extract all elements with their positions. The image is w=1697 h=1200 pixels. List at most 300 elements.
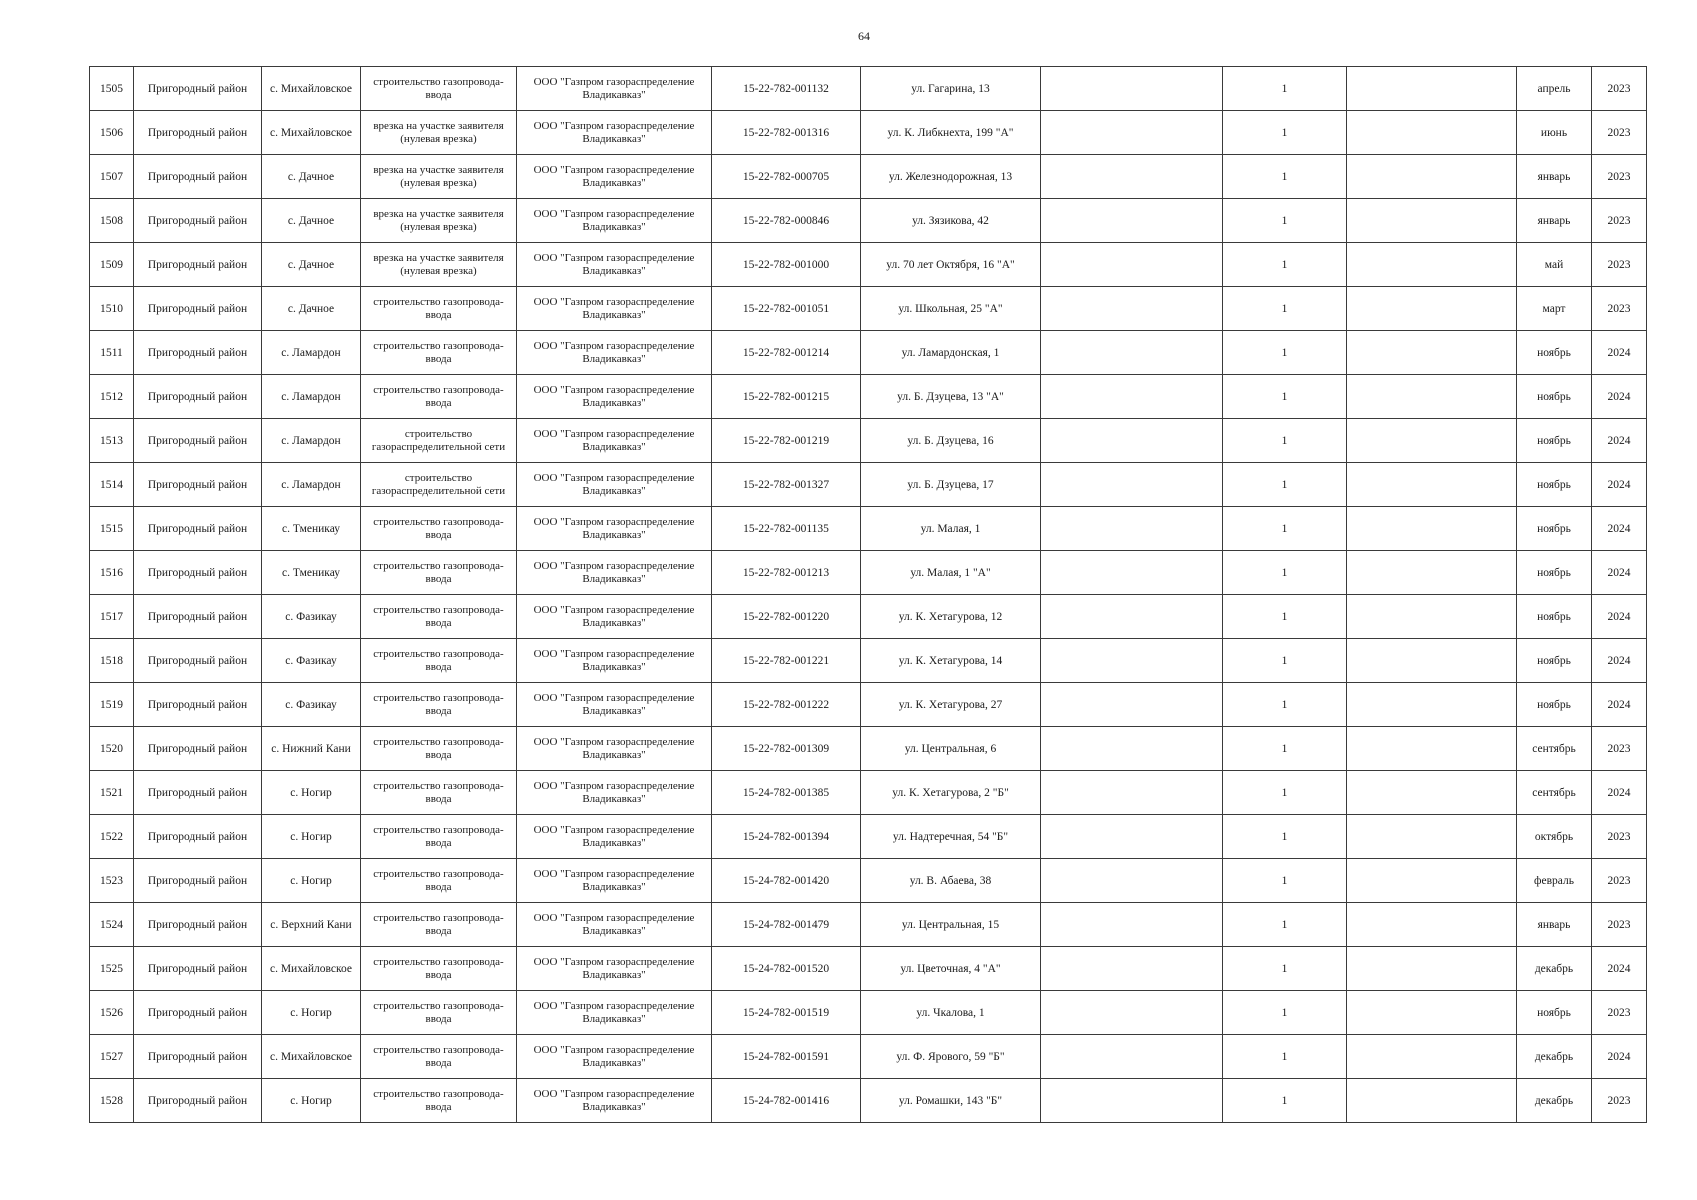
application-code-cell: 15-24-782-001479 <box>712 903 861 947</box>
application-code-cell: 15-22-782-001215 <box>712 375 861 419</box>
empty-cell <box>1347 551 1517 595</box>
district-cell: Пригородный район <box>134 771 262 815</box>
row-number-cell: 1527 <box>90 1035 134 1079</box>
organization-cell: ООО "Газпром газораспределение Владикавказ" <box>517 155 712 199</box>
month-cell: ноябрь <box>1517 551 1592 595</box>
year-cell: 2024 <box>1592 1035 1647 1079</box>
count-cell: 1 <box>1223 67 1347 111</box>
empty-cell <box>1041 1079 1223 1123</box>
settlement-cell: с. Михайловское <box>262 67 361 111</box>
count-cell: 1 <box>1223 375 1347 419</box>
address-cell: ул. К. Хетагурова, 27 <box>861 683 1041 727</box>
month-cell: декабрь <box>1517 1035 1592 1079</box>
work-type-cell: строительство газопровода-ввода <box>361 331 517 375</box>
application-code-cell: 15-22-782-000705 <box>712 155 861 199</box>
gas-connection-table <box>89 66 1647 1123</box>
month-cell: январь <box>1517 903 1592 947</box>
district-cell: Пригородный район <box>134 991 262 1035</box>
count-cell: 1 <box>1223 507 1347 551</box>
application-code-cell: 15-22-782-001221 <box>712 639 861 683</box>
year-cell: 2024 <box>1592 771 1647 815</box>
year-cell: 2024 <box>1592 683 1647 727</box>
row-number-cell: 1518 <box>90 639 134 683</box>
table-body <box>90 67 1647 1123</box>
empty-cell <box>1041 771 1223 815</box>
application-code-cell: 15-22-782-001051 <box>712 287 861 331</box>
organization-cell: ООО "Газпром газораспределение Владикавказ" <box>517 595 712 639</box>
address-cell: ул. К. Хетагурова, 14 <box>861 639 1041 683</box>
table-row <box>90 375 1647 419</box>
settlement-cell: с. Ногир <box>262 991 361 1035</box>
empty-cell <box>1347 1079 1517 1123</box>
empty-cell <box>1041 111 1223 155</box>
empty-cell <box>1347 155 1517 199</box>
address-cell: ул. Б. Дзуцева, 16 <box>861 419 1041 463</box>
district-cell: Пригородный район <box>134 155 262 199</box>
year-cell: 2024 <box>1592 375 1647 419</box>
work-type-cell: врезка на участке заявителя (нулевая врезка) <box>361 243 517 287</box>
district-cell: Пригородный район <box>134 683 262 727</box>
empty-cell <box>1041 859 1223 903</box>
work-type-cell: врезка на участке заявителя (нулевая врезка) <box>361 199 517 243</box>
table-row <box>90 727 1647 771</box>
row-number-cell: 1525 <box>90 947 134 991</box>
application-code-cell: 15-22-782-001220 <box>712 595 861 639</box>
settlement-cell: с. Ламардон <box>262 463 361 507</box>
district-cell: Пригородный район <box>134 463 262 507</box>
settlement-cell: с. Дачное <box>262 199 361 243</box>
table-row <box>90 463 1647 507</box>
organization-cell: ООО "Газпром газораспределение Владикавказ" <box>517 683 712 727</box>
count-cell: 1 <box>1223 683 1347 727</box>
work-type-cell: врезка на участке заявителя (нулевая врезка) <box>361 111 517 155</box>
application-code-cell: 15-24-782-001520 <box>712 947 861 991</box>
row-number-cell: 1517 <box>90 595 134 639</box>
year-cell: 2024 <box>1592 419 1647 463</box>
application-code-cell: 15-24-782-001420 <box>712 859 861 903</box>
month-cell: ноябрь <box>1517 991 1592 1035</box>
district-cell: Пригородный район <box>134 331 262 375</box>
row-number-cell: 1512 <box>90 375 134 419</box>
address-cell: ул. Малая, 1 "А" <box>861 551 1041 595</box>
application-code-cell: 15-24-782-001591 <box>712 1035 861 1079</box>
work-type-cell: строительство газопровода-ввода <box>361 287 517 331</box>
row-number-cell: 1509 <box>90 243 134 287</box>
table-row <box>90 331 1647 375</box>
empty-cell <box>1347 331 1517 375</box>
address-cell: ул. Школьная, 25 "А" <box>861 287 1041 331</box>
month-cell: май <box>1517 243 1592 287</box>
empty-cell <box>1347 815 1517 859</box>
table-row <box>90 111 1647 155</box>
month-cell: ноябрь <box>1517 595 1592 639</box>
month-cell: апрель <box>1517 67 1592 111</box>
table-row <box>90 771 1647 815</box>
year-cell: 2024 <box>1592 463 1647 507</box>
organization-cell: ООО "Газпром газораспределение Владикавказ" <box>517 639 712 683</box>
address-cell: ул. Надтеречная, 54 "Б" <box>861 815 1041 859</box>
district-cell: Пригородный район <box>134 199 262 243</box>
application-code-cell: 15-22-782-001213 <box>712 551 861 595</box>
table-row <box>90 551 1647 595</box>
count-cell: 1 <box>1223 947 1347 991</box>
work-type-cell: строительство газопровода-ввода <box>361 639 517 683</box>
work-type-cell: строительство газораспределительной сети <box>361 419 517 463</box>
empty-cell <box>1041 155 1223 199</box>
address-cell: ул. В. Абаева, 38 <box>861 859 1041 903</box>
district-cell: Пригородный район <box>134 639 262 683</box>
organization-cell: ООО "Газпром газораспределение Владикавказ" <box>517 419 712 463</box>
year-cell: 2023 <box>1592 815 1647 859</box>
empty-cell <box>1041 551 1223 595</box>
organization-cell: ООО "Газпром газораспределение Владикавказ" <box>517 67 712 111</box>
year-cell: 2023 <box>1592 727 1647 771</box>
table-row <box>90 595 1647 639</box>
table-row <box>90 287 1647 331</box>
table-row <box>90 243 1647 287</box>
work-type-cell: строительство газопровода-ввода <box>361 507 517 551</box>
year-cell: 2023 <box>1592 903 1647 947</box>
empty-cell <box>1347 771 1517 815</box>
table-row <box>90 419 1647 463</box>
address-cell: ул. Чкалова, 1 <box>861 991 1041 1035</box>
work-type-cell: строительство газопровода-ввода <box>361 771 517 815</box>
table-row <box>90 1035 1647 1079</box>
month-cell: декабрь <box>1517 1079 1592 1123</box>
organization-cell: ООО "Газпром газораспределение Владикавказ" <box>517 111 712 155</box>
empty-cell <box>1041 243 1223 287</box>
count-cell: 1 <box>1223 111 1347 155</box>
organization-cell: ООО "Газпром газораспределение Владикавказ" <box>517 771 712 815</box>
district-cell: Пригородный район <box>134 375 262 419</box>
month-cell: ноябрь <box>1517 375 1592 419</box>
work-type-cell: строительство газопровода-ввода <box>361 1035 517 1079</box>
row-number-cell: 1523 <box>90 859 134 903</box>
empty-cell <box>1041 727 1223 771</box>
row-number-cell: 1528 <box>90 1079 134 1123</box>
table-row <box>90 903 1647 947</box>
organization-cell: ООО "Газпром газораспределение Владикавказ" <box>517 287 712 331</box>
empty-cell <box>1347 463 1517 507</box>
year-cell: 2024 <box>1592 639 1647 683</box>
address-cell: ул. Б. Дзуцева, 17 <box>861 463 1041 507</box>
work-type-cell: строительство газопровода-ввода <box>361 683 517 727</box>
organization-cell: ООО "Газпром газораспределение Владикавказ" <box>517 199 712 243</box>
district-cell: Пригородный район <box>134 67 262 111</box>
year-cell: 2024 <box>1592 595 1647 639</box>
table-row <box>90 815 1647 859</box>
application-code-cell: 15-24-782-001519 <box>712 991 861 1035</box>
empty-cell <box>1041 991 1223 1035</box>
application-code-cell: 15-24-782-001416 <box>712 1079 861 1123</box>
organization-cell: ООО "Газпром газораспределение Владикавказ" <box>517 243 712 287</box>
count-cell: 1 <box>1223 463 1347 507</box>
count-cell: 1 <box>1223 199 1347 243</box>
address-cell: ул. Цветочная, 4 "А" <box>861 947 1041 991</box>
month-cell: ноябрь <box>1517 331 1592 375</box>
row-number-cell: 1515 <box>90 507 134 551</box>
count-cell: 1 <box>1223 419 1347 463</box>
work-type-cell: строительство газопровода-ввода <box>361 947 517 991</box>
address-cell: ул. Центральная, 15 <box>861 903 1041 947</box>
work-type-cell: строительство газопровода-ввода <box>361 727 517 771</box>
district-cell: Пригородный район <box>134 815 262 859</box>
organization-cell: ООО "Газпром газораспределение Владикавказ" <box>517 463 712 507</box>
settlement-cell: с. Ламардон <box>262 375 361 419</box>
row-number-cell: 1505 <box>90 67 134 111</box>
count-cell: 1 <box>1223 815 1347 859</box>
empty-cell <box>1347 639 1517 683</box>
district-cell: Пригородный район <box>134 419 262 463</box>
address-cell: ул. Б. Дзуцева, 13 "А" <box>861 375 1041 419</box>
table-row <box>90 859 1647 903</box>
count-cell: 1 <box>1223 331 1347 375</box>
month-cell: сентябрь <box>1517 727 1592 771</box>
application-code-cell: 15-22-782-001000 <box>712 243 861 287</box>
empty-cell <box>1041 639 1223 683</box>
empty-cell <box>1041 463 1223 507</box>
empty-cell <box>1041 815 1223 859</box>
organization-cell: ООО "Газпром газораспределение Владикавказ" <box>517 551 712 595</box>
empty-cell <box>1347 595 1517 639</box>
settlement-cell: с. Тменикау <box>262 551 361 595</box>
month-cell: январь <box>1517 155 1592 199</box>
count-cell: 1 <box>1223 1035 1347 1079</box>
work-type-cell: строительство газопровода-ввода <box>361 375 517 419</box>
empty-cell <box>1347 67 1517 111</box>
district-cell: Пригородный район <box>134 859 262 903</box>
address-cell: ул. К. Хетагурова, 12 <box>861 595 1041 639</box>
row-number-cell: 1507 <box>90 155 134 199</box>
organization-cell: ООО "Газпром газораспределение Владикавказ" <box>517 727 712 771</box>
month-cell: март <box>1517 287 1592 331</box>
organization-cell: ООО "Газпром газораспределение Владикавказ" <box>517 815 712 859</box>
table-row <box>90 683 1647 727</box>
application-code-cell: 15-22-782-001132 <box>712 67 861 111</box>
organization-cell: ООО "Газпром газораспределение Владикавказ" <box>517 1035 712 1079</box>
month-cell: ноябрь <box>1517 683 1592 727</box>
application-code-cell: 15-22-782-001327 <box>712 463 861 507</box>
month-cell: ноябрь <box>1517 419 1592 463</box>
organization-cell: ООО "Газпром газораспределение Владикавказ" <box>517 1079 712 1123</box>
application-code-cell: 15-22-782-001219 <box>712 419 861 463</box>
empty-cell <box>1041 947 1223 991</box>
empty-cell <box>1347 1035 1517 1079</box>
work-type-cell: строительство газопровода-ввода <box>361 815 517 859</box>
settlement-cell: с. Ламардон <box>262 331 361 375</box>
organization-cell: ООО "Газпром газораспределение Владикавказ" <box>517 375 712 419</box>
work-type-cell: строительство газопровода-ввода <box>361 903 517 947</box>
empty-cell <box>1347 507 1517 551</box>
district-cell: Пригородный район <box>134 727 262 771</box>
district-cell: Пригородный район <box>134 507 262 551</box>
settlement-cell: с. Ногир <box>262 771 361 815</box>
settlement-cell: с. Ногир <box>262 815 361 859</box>
table-row <box>90 507 1647 551</box>
empty-cell <box>1347 859 1517 903</box>
address-cell: ул. Железнодорожная, 13 <box>861 155 1041 199</box>
work-type-cell: строительство газопровода-ввода <box>361 551 517 595</box>
year-cell: 2023 <box>1592 991 1647 1035</box>
year-cell: 2024 <box>1592 507 1647 551</box>
settlement-cell: с. Тменикау <box>262 507 361 551</box>
year-cell: 2023 <box>1592 287 1647 331</box>
empty-cell <box>1041 375 1223 419</box>
year-cell: 2023 <box>1592 111 1647 155</box>
year-cell: 2024 <box>1592 331 1647 375</box>
count-cell: 1 <box>1223 991 1347 1035</box>
district-cell: Пригородный район <box>134 1035 262 1079</box>
application-code-cell: 15-24-782-001385 <box>712 771 861 815</box>
organization-cell: ООО "Газпром газораспределение Владикавказ" <box>517 903 712 947</box>
month-cell: октябрь <box>1517 815 1592 859</box>
count-cell: 1 <box>1223 551 1347 595</box>
row-number-cell: 1514 <box>90 463 134 507</box>
district-cell: Пригородный район <box>134 551 262 595</box>
application-code-cell: 15-24-782-001394 <box>712 815 861 859</box>
settlement-cell: с. Ламардон <box>262 419 361 463</box>
application-code-cell: 15-22-782-000846 <box>712 199 861 243</box>
count-cell: 1 <box>1223 1079 1347 1123</box>
year-cell: 2023 <box>1592 1079 1647 1123</box>
count-cell: 1 <box>1223 771 1347 815</box>
address-cell: ул. 70 лет Октября, 16 "А" <box>861 243 1041 287</box>
year-cell: 2023 <box>1592 155 1647 199</box>
table-row <box>90 155 1647 199</box>
empty-cell <box>1347 375 1517 419</box>
work-type-cell: строительство газопровода-ввода <box>361 1079 517 1123</box>
row-number-cell: 1513 <box>90 419 134 463</box>
empty-cell <box>1347 947 1517 991</box>
count-cell: 1 <box>1223 155 1347 199</box>
row-number-cell: 1510 <box>90 287 134 331</box>
settlement-cell: с. Дачное <box>262 287 361 331</box>
empty-cell <box>1041 331 1223 375</box>
work-type-cell: строительство газопровода-ввода <box>361 67 517 111</box>
settlement-cell: с. Ногир <box>262 1079 361 1123</box>
address-cell: ул. Ф. Ярового, 59 "Б" <box>861 1035 1041 1079</box>
settlement-cell: с. Дачное <box>262 155 361 199</box>
empty-cell <box>1041 683 1223 727</box>
address-cell: ул. Ромашки, 143 "Б" <box>861 1079 1041 1123</box>
year-cell: 2024 <box>1592 947 1647 991</box>
month-cell: январь <box>1517 199 1592 243</box>
empty-cell <box>1347 243 1517 287</box>
settlement-cell: с. Михайловское <box>262 111 361 155</box>
work-type-cell: строительство газопровода-ввода <box>361 859 517 903</box>
district-cell: Пригородный район <box>134 595 262 639</box>
address-cell: ул. К. Либкнехта, 199 "А" <box>861 111 1041 155</box>
settlement-cell: с. Михайловское <box>262 1035 361 1079</box>
district-cell: Пригородный район <box>134 287 262 331</box>
address-cell: ул. Гагарина, 13 <box>861 67 1041 111</box>
row-number-cell: 1526 <box>90 991 134 1035</box>
organization-cell: ООО "Газпром газораспределение Владикавказ" <box>517 947 712 991</box>
row-number-cell: 1520 <box>90 727 134 771</box>
settlement-cell: с. Ногир <box>262 859 361 903</box>
count-cell: 1 <box>1223 903 1347 947</box>
empty-cell <box>1347 903 1517 947</box>
organization-cell: ООО "Газпром газораспределение Владикавказ" <box>517 331 712 375</box>
year-cell: 2023 <box>1592 67 1647 111</box>
empty-cell <box>1041 287 1223 331</box>
row-number-cell: 1522 <box>90 815 134 859</box>
empty-cell <box>1041 199 1223 243</box>
year-cell: 2023 <box>1592 859 1647 903</box>
address-cell: ул. Зязикова, 42 <box>861 199 1041 243</box>
settlement-cell: с. Нижний Кани <box>262 727 361 771</box>
table-row <box>90 199 1647 243</box>
district-cell: Пригородный район <box>134 903 262 947</box>
work-type-cell: строительство газопровода-ввода <box>361 595 517 639</box>
empty-cell <box>1041 507 1223 551</box>
empty-cell <box>1347 419 1517 463</box>
count-cell: 1 <box>1223 727 1347 771</box>
count-cell: 1 <box>1223 639 1347 683</box>
table-row <box>90 947 1647 991</box>
month-cell: ноябрь <box>1517 463 1592 507</box>
empty-cell <box>1347 991 1517 1035</box>
district-cell: Пригородный район <box>134 243 262 287</box>
district-cell: Пригородный район <box>134 1079 262 1123</box>
empty-cell <box>1347 287 1517 331</box>
row-number-cell: 1511 <box>90 331 134 375</box>
count-cell: 1 <box>1223 859 1347 903</box>
month-cell: ноябрь <box>1517 507 1592 551</box>
month-cell: июнь <box>1517 111 1592 155</box>
address-cell: ул. К. Хетагурова, 2 "Б" <box>861 771 1041 815</box>
table-row <box>90 991 1647 1035</box>
settlement-cell: с. Михайловское <box>262 947 361 991</box>
organization-cell: ООО "Газпром газораспределение Владикавказ" <box>517 507 712 551</box>
table-row <box>90 639 1647 683</box>
empty-cell <box>1041 419 1223 463</box>
settlement-cell: с. Дачное <box>262 243 361 287</box>
work-type-cell: врезка на участке заявителя (нулевая врезка) <box>361 155 517 199</box>
application-code-cell: 15-22-782-001214 <box>712 331 861 375</box>
month-cell: ноябрь <box>1517 639 1592 683</box>
year-cell: 2023 <box>1592 243 1647 287</box>
count-cell: 1 <box>1223 287 1347 331</box>
settlement-cell: с. Верхний Кани <box>262 903 361 947</box>
address-cell: ул. Центральная, 6 <box>861 727 1041 771</box>
row-number-cell: 1516 <box>90 551 134 595</box>
application-code-cell: 15-22-782-001316 <box>712 111 861 155</box>
month-cell: февраль <box>1517 859 1592 903</box>
application-code-cell: 15-22-782-001135 <box>712 507 861 551</box>
table-row <box>90 67 1647 111</box>
row-number-cell: 1519 <box>90 683 134 727</box>
address-cell: ул. Ламардонская, 1 <box>861 331 1041 375</box>
count-cell: 1 <box>1223 243 1347 287</box>
count-cell: 1 <box>1223 595 1347 639</box>
row-number-cell: 1521 <box>90 771 134 815</box>
application-code-cell: 15-22-782-001309 <box>712 727 861 771</box>
district-cell: Пригородный район <box>134 947 262 991</box>
empty-cell <box>1041 67 1223 111</box>
month-cell: декабрь <box>1517 947 1592 991</box>
work-type-cell: строительство газораспределительной сети <box>361 463 517 507</box>
settlement-cell: с. Фазикау <box>262 683 361 727</box>
empty-cell <box>1041 903 1223 947</box>
year-cell: 2023 <box>1592 199 1647 243</box>
empty-cell <box>1041 1035 1223 1079</box>
empty-cell <box>1347 683 1517 727</box>
settlement-cell: с. Фазикау <box>262 639 361 683</box>
organization-cell: ООО "Газпром газораспределение Владикавказ" <box>517 991 712 1035</box>
address-cell: ул. Малая, 1 <box>861 507 1041 551</box>
row-number-cell: 1524 <box>90 903 134 947</box>
